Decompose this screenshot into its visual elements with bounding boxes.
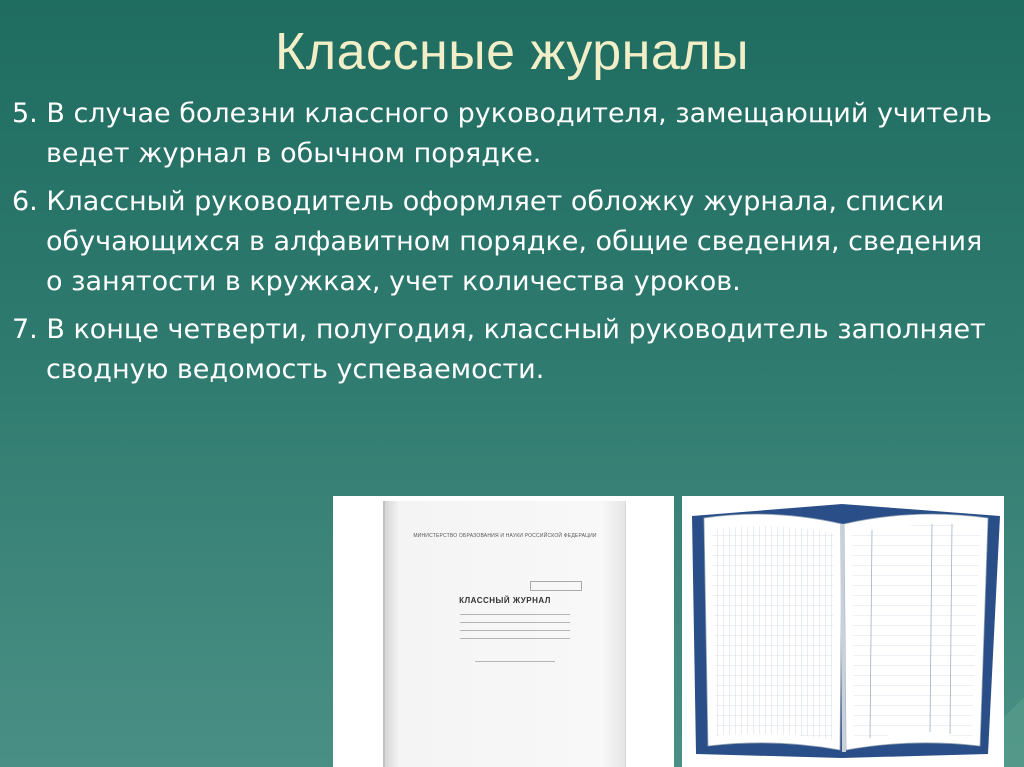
list-item-6: 6. Классный руководитель оформляет обложку журнала, списки обучающихся в алфавитном порядке, общие сведения, сведения о занятости в кружках, учет количества уроков. — [12, 186, 983, 297]
cover-line — [460, 614, 570, 615]
cover-title: КЛАССНЫЙ ЖУРНАЛ — [459, 596, 551, 605]
open-book-image — [682, 496, 1004, 767]
journal-cover-photo — [333, 496, 674, 767]
cover-ministry-text: МИНИСТЕРСТВО ОБРАЗОВАНИЯ И НАУКИ РОССИЙСКОЙ ФЕДЕРАЦИИ — [413, 533, 597, 539]
cover-line — [460, 630, 570, 631]
cover-line — [460, 622, 570, 623]
left-page-grid — [712, 526, 834, 740]
journal-cover — [383, 501, 626, 767]
cover-line — [460, 638, 570, 639]
list-item-5: 5. В случае болезни классного руководителя, замещающий учитель ведет журнал в обычном порядке. — [12, 98, 992, 169]
list-item-7: 7. В конце четверти, полугодия, классный руководитель заполняет сводную ведомость успеваемости. — [12, 314, 986, 385]
slide-title: Классные журналы — [274, 23, 750, 81]
cover-grade-box — [530, 581, 582, 591]
cover-line — [475, 661, 555, 662]
open-journal-photo — [682, 496, 1004, 767]
slide-content — [12, 94, 992, 398]
